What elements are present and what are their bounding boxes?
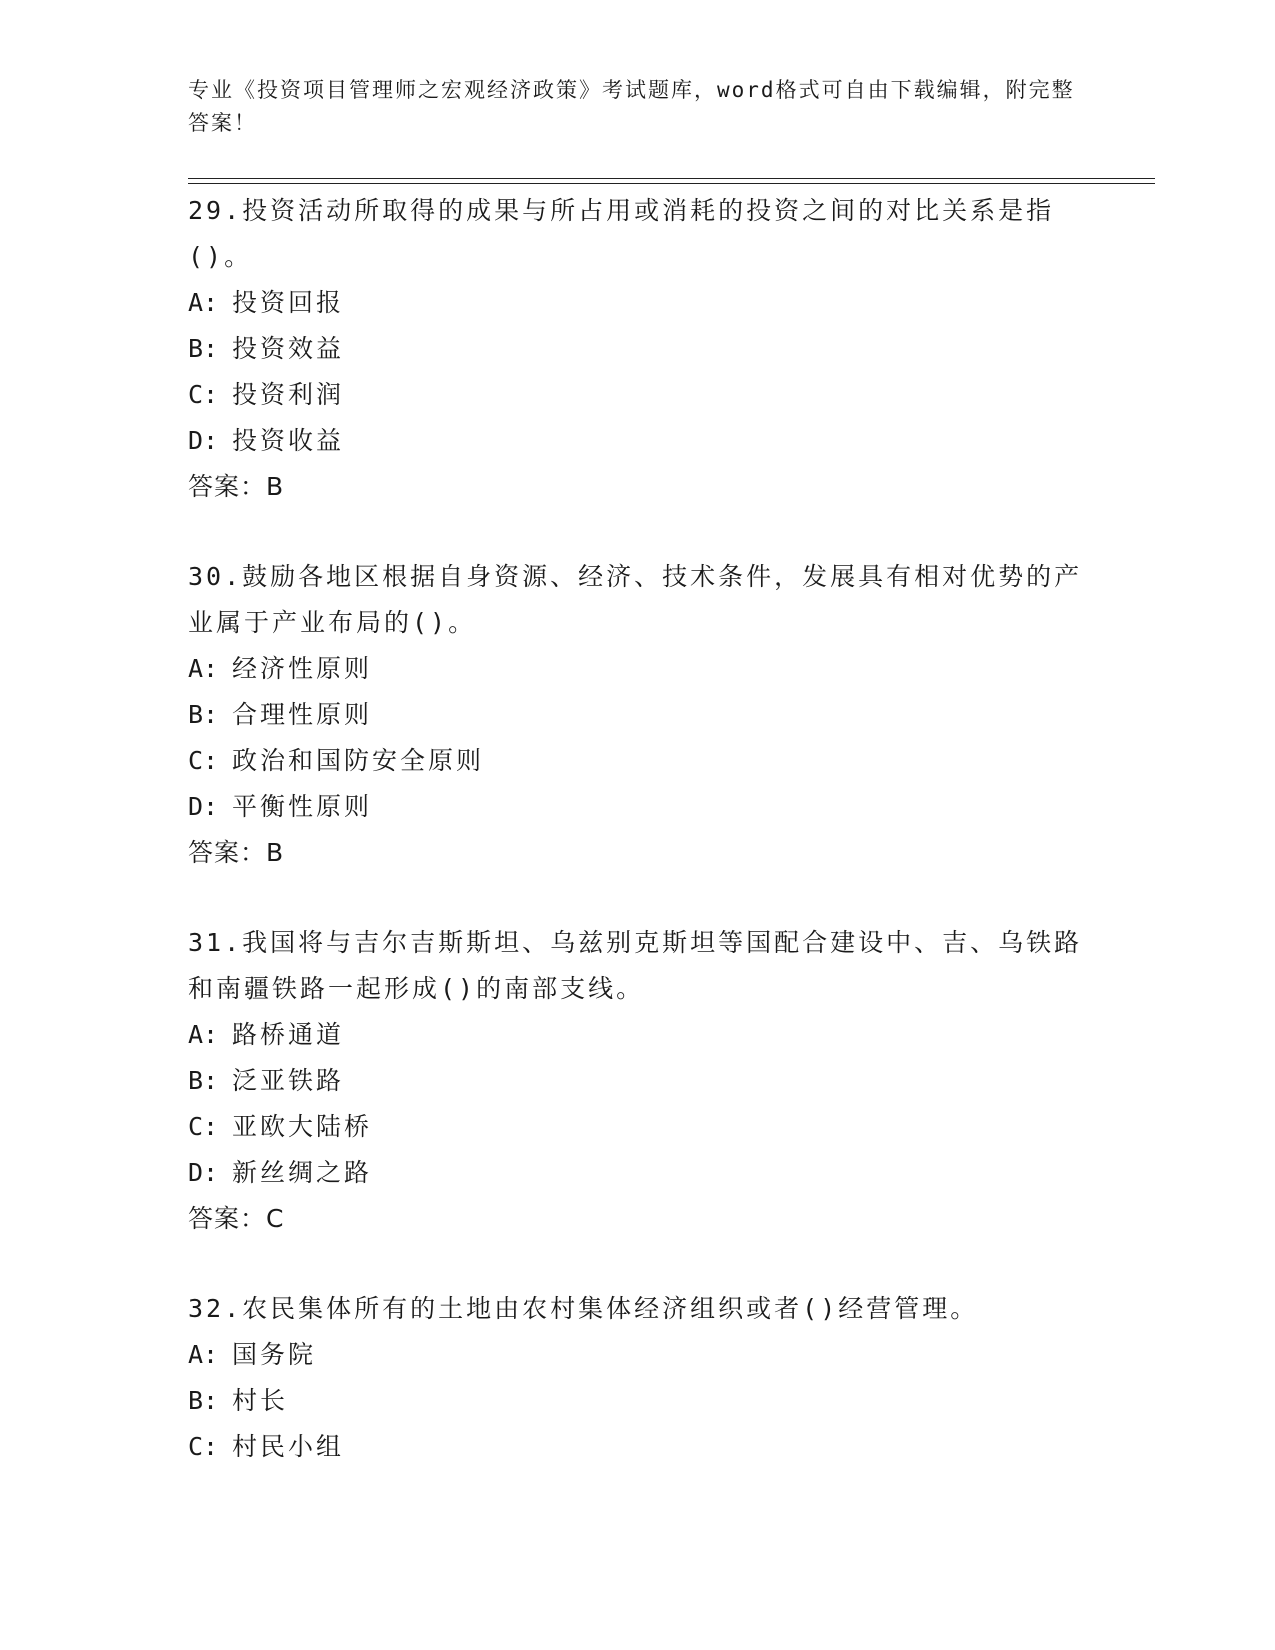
option-letter: B: [188, 700, 219, 729]
option-text: 亚欧大陆桥 [232, 1112, 373, 1141]
option-text: 国务院 [232, 1340, 317, 1369]
question-31 [188, 920, 1088, 1242]
option-c [188, 738, 1088, 784]
option-b [188, 1058, 1088, 1104]
option-a [188, 646, 1088, 692]
option-letter: D: [188, 1158, 219, 1187]
option-c [188, 1104, 1088, 1150]
option-a [188, 1012, 1088, 1058]
option-text: 路桥通道 [232, 1020, 345, 1049]
option-text: 新丝绸之路 [232, 1158, 373, 1187]
option-text: 投资收益 [232, 426, 345, 455]
option-a [188, 280, 1088, 326]
question-number: 29. [188, 196, 243, 225]
option-text: 合理性原则 [232, 700, 373, 729]
option-letter: B: [188, 334, 219, 363]
option-letter: A: [188, 288, 219, 317]
option-letter: C: [188, 1112, 219, 1141]
question-30 [188, 554, 1088, 876]
question-stem [188, 554, 1088, 646]
answer-line: 答案：B [188, 838, 285, 867]
option-letter: C: [188, 380, 219, 409]
question-text: 我国将与吉尔吉斯斯坦、乌兹别克斯坦等国配合建设中、吉、乌铁路和南疆铁路一起形成()的南部支线。 [188, 928, 1083, 1003]
question-stem [188, 188, 1088, 280]
header-rule-top [188, 178, 1155, 179]
option-letter: C: [188, 746, 219, 775]
option-letter: B: [188, 1386, 219, 1415]
option-d [188, 784, 1088, 830]
option-letter: B: [188, 1066, 219, 1095]
option-text: 投资利润 [232, 380, 345, 409]
question-32 [188, 1286, 1088, 1470]
question-number: 31. [188, 928, 243, 957]
question-text: 投资活动所取得的成果与所占用或消耗的投资之间的对比关系是指()。 [188, 196, 1055, 271]
option-c [188, 372, 1088, 418]
question-text: 农民集体所有的土地由农村集体经济组织或者()经营管理。 [242, 1294, 979, 1323]
option-text: 经济性原则 [232, 654, 373, 683]
option-b [188, 1378, 1088, 1424]
question-text: 鼓励各地区根据自身资源、经济、技术条件，发展具有相对优势的产业属于产业布局的()。 [188, 562, 1083, 637]
option-b [188, 326, 1088, 372]
document-header: 专业《投资项目管理师之宏观经济政策》考试题库，word格式可自由下载编辑，附完整答案！ [188, 78, 1075, 135]
option-letter: A: [188, 654, 219, 683]
option-text: 投资效益 [232, 334, 345, 363]
option-text: 村长 [232, 1386, 289, 1415]
question-number: 30. [188, 562, 243, 591]
question-29 [188, 188, 1088, 510]
option-c [188, 1424, 1088, 1470]
option-letter: C: [188, 1432, 219, 1461]
answer-line: 答案：B [188, 472, 285, 501]
option-text: 政治和国防安全原则 [232, 746, 485, 775]
question-number: 32. [188, 1294, 243, 1323]
option-b [188, 692, 1088, 738]
option-letter: A: [188, 1340, 219, 1369]
option-text: 泛亚铁路 [232, 1066, 345, 1095]
option-d [188, 418, 1088, 464]
option-text: 村民小组 [232, 1432, 345, 1461]
option-text: 投资回报 [232, 288, 345, 317]
question-stem [188, 1286, 1088, 1332]
option-a [188, 1332, 1088, 1378]
header-rule-bottom [188, 183, 1155, 184]
option-text: 平衡性原则 [232, 792, 373, 821]
option-d [188, 1150, 1088, 1196]
answer-line: 答案：C [188, 1204, 285, 1233]
question-stem [188, 920, 1088, 1012]
option-letter: D: [188, 792, 219, 821]
option-letter: D: [188, 426, 219, 455]
option-letter: A: [188, 1020, 219, 1049]
